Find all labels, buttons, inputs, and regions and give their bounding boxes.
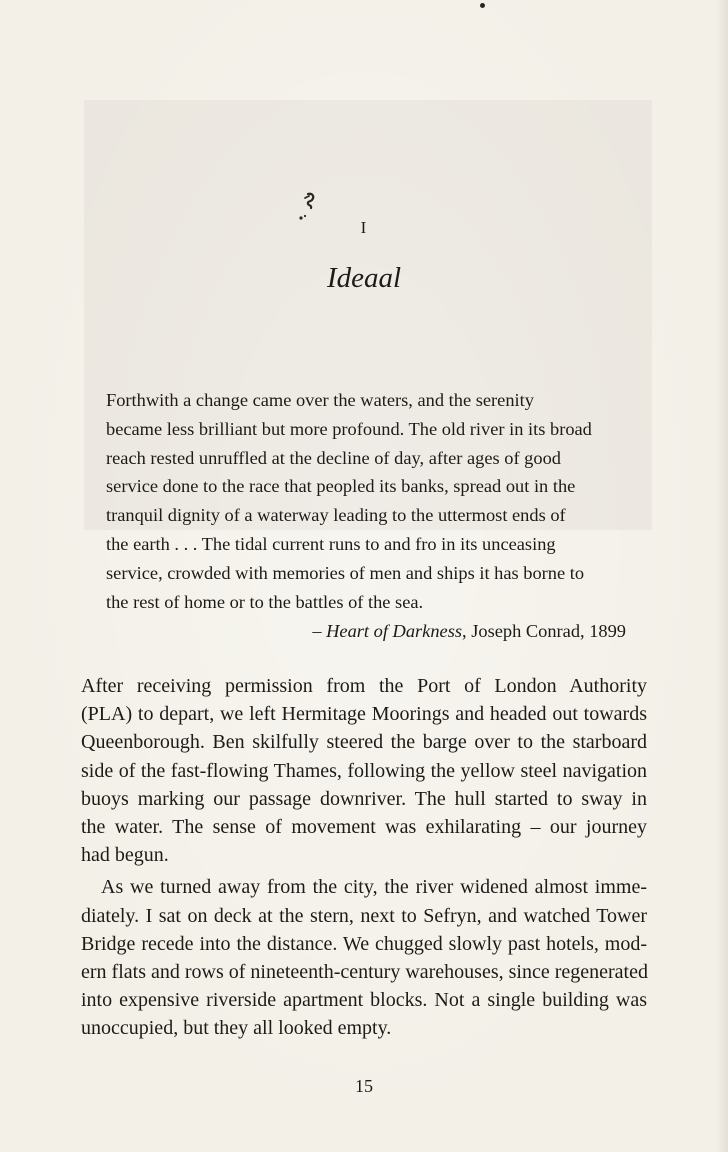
epigraph-line: Forthwith a change came over the waters, and the serenity: [106, 390, 534, 410]
body-line: (PLA) to depart, we left Hermitage Moorings and headed out towards: [81, 703, 647, 726]
epigraph-line: reach rested unruffled at the decline of day, after ages of good: [106, 447, 561, 468]
body-line: buoys marking our passage downriver. The hull started to sway in: [81, 787, 647, 810]
page-number: 15: [355, 1076, 373, 1096]
body-line: diately. I sat on deck at the stern, next to Sefryn, and watched Tower: [81, 904, 647, 927]
body-line: ern flats and rows of nineteenth-century warehouses, since regenerated: [81, 961, 648, 984]
attribution-dash: –: [312, 621, 327, 641]
ink-mark-icon: [296, 190, 320, 222]
epigraph-line: became less brilliant but more profound. The old river in its broad: [106, 418, 592, 439]
body-line: After receiving permission from the Port of London Authority: [81, 675, 647, 697]
epigraph-line: the rest of home or to the battles of the sea.: [106, 591, 424, 612]
attribution-author-year: , Joseph Conrad, 1899: [462, 621, 626, 641]
page-edge-shadow: [716, 0, 728, 1152]
epigraph-line: service, crowded with memories of men and ships it has borne to: [106, 562, 585, 583]
attribution-work-title: Heart of Darkness: [326, 621, 463, 641]
body-line: had begun.: [81, 844, 169, 867]
epigraph-line: service done to the race that peopled its banks, spread out in the: [106, 476, 576, 497]
body-text: [81, 672, 647, 1043]
chapter-number: I: [360, 218, 368, 237]
body-line: As we turned away from the city, the river widened almost imme-: [101, 876, 647, 899]
body-line: side of the fast-flowing Thames, following the yellow steel navigation: [81, 759, 647, 782]
chapter-title: Ideaal: [326, 262, 402, 294]
epigraph: [106, 386, 626, 616]
body-line: unoccupied, but they all looked empty.: [81, 1017, 392, 1040]
body-line: Bridge recede into the distance. We chugged slowly past hotels, mod-: [81, 932, 647, 955]
epigraph-line: tranquil dignity of a waterway leading to the uttermost ends of: [106, 505, 566, 526]
ink-speck: [480, 3, 485, 8]
epigraph-attribution: [106, 617, 626, 645]
body-line: into expensive riverside apartment blocks. Not a single building was: [81, 989, 647, 1012]
body-line: Queenborough. Ben skilfully steered the barge over to the starboard: [81, 731, 647, 754]
epigraph-line: the earth . . . The tidal current runs to and fro in its unceasing: [106, 533, 556, 554]
body-line: the water. The sense of movement was exhilarating – our journey: [81, 816, 647, 839]
